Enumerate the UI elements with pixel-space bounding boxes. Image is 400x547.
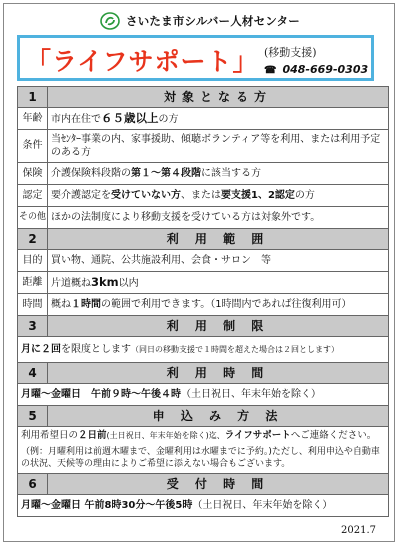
phone-number-text: 048-669-0303 bbox=[282, 63, 369, 76]
row-label: 時間 bbox=[18, 294, 48, 316]
page-subtitle: (移動支援) bbox=[264, 46, 317, 59]
flyer-page bbox=[3, 3, 395, 542]
row-insurance: 介護保険料段階の第１～第４段階に該当する方 bbox=[48, 163, 389, 185]
row-label: 目的 bbox=[18, 250, 48, 272]
section-1-number: 1 bbox=[18, 87, 48, 108]
section-2-number: 2 bbox=[18, 229, 48, 250]
row-label: その他 bbox=[18, 207, 48, 229]
row-purpose: 買い物、通院、公共施設利用、会食・サロン 等 bbox=[48, 250, 389, 272]
row-distance: 片道概ね3km以内 bbox=[48, 272, 389, 294]
row-age: 市内在住で６５歳以上の方 bbox=[48, 108, 389, 130]
section-6-heading: 受 付 時 間 bbox=[48, 474, 389, 495]
row-label: 条件 bbox=[18, 130, 48, 163]
row-other: ほかの法制度により移動支援を受けている方は対象外です。 bbox=[48, 207, 389, 229]
section-3-number: 3 bbox=[18, 316, 48, 337]
org-name: さいたま市シルバー人材センター bbox=[126, 14, 300, 28]
section-5-number: 5 bbox=[18, 406, 48, 427]
section-4-number: 4 bbox=[18, 363, 48, 384]
page-title: 「ライフサポート」 bbox=[26, 47, 259, 76]
section-4-heading: 利 用 時 間 bbox=[48, 363, 389, 384]
application-method: 利用希望日の２日前(土日祝日、年末年始を除く)迄、ライフサポートへご連絡ください。 （例：月曜利用は前週木曜まで、金曜利用は水曜までに予約。)ただし、利用申込や自動車の状況、天候等の理由によりご希望に添えない場合もございます。 bbox=[18, 427, 389, 474]
row-certification: 要介護認定を受けていない方、または要支援1、2認定の方 bbox=[48, 185, 389, 207]
phone-number bbox=[264, 63, 368, 76]
usage-limit: 月に２回を限度とします（同日の移動支援で１時間を超えた場合は２回とします） bbox=[18, 337, 389, 363]
row-condition: 当ｾﾝﾀｰ事業の内、家事援助、傾聴ボランティア等を利用、または利用予定のある方 bbox=[48, 130, 389, 163]
title-box bbox=[17, 35, 374, 81]
info-table bbox=[17, 86, 389, 517]
row-label: 認定 bbox=[18, 185, 48, 207]
phone-icon: ☎ bbox=[264, 65, 277, 76]
application-note: （例：月曜利用は前週木曜まで、金曜利用は水曜までに予約。)ただし、利用申込や自動車の状況、天候等の理由によりご希望に添えない場合もございます。 bbox=[21, 446, 380, 469]
org-header bbox=[4, 10, 396, 32]
section-3-heading: 利 用 制 限 bbox=[48, 316, 389, 337]
row-time: 概ね１時間の範囲で利用できます。（1時間内であれば往復利用可） bbox=[48, 294, 389, 316]
row-label: 距離 bbox=[18, 272, 48, 294]
issue-date: 2021.7 bbox=[341, 525, 376, 536]
section-1-heading: 対象となる方 bbox=[48, 87, 389, 108]
org-logo-icon bbox=[100, 11, 120, 31]
row-label: 保険 bbox=[18, 163, 48, 185]
section-5-heading: 申 込 み 方 法 bbox=[48, 406, 389, 427]
usage-hours: 月曜～金曜日 午前９時～午後４時（土日祝日、年末年始を除く） bbox=[18, 384, 389, 406]
section-6-number: 6 bbox=[18, 474, 48, 495]
reception-hours: 月曜～金曜日 午前8時30分～午後5時（土日祝日、年末年始を除く） bbox=[18, 495, 389, 517]
row-label: 年齢 bbox=[18, 108, 48, 130]
section-2-heading: 利 用 範 囲 bbox=[48, 229, 389, 250]
